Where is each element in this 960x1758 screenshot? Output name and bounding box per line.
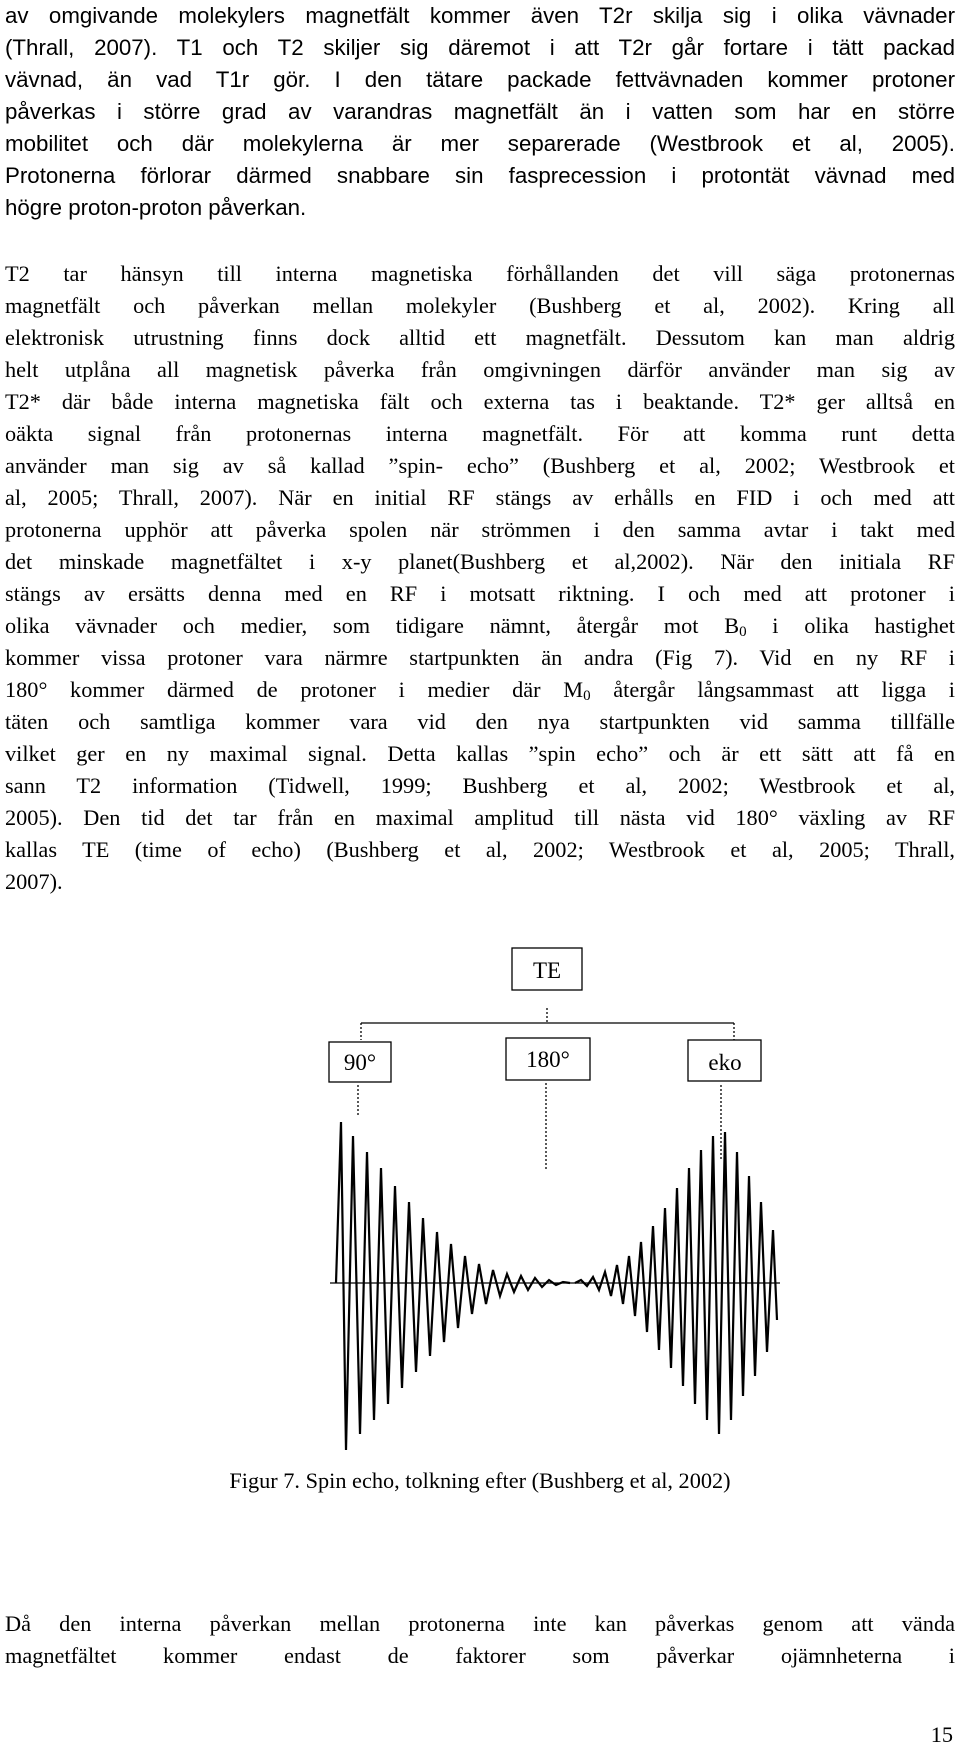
subscript: 0 [583, 688, 591, 704]
one-eighty-label: 180° [526, 1047, 570, 1072]
text-line: helt utplåna all magnetisk påverka från omgivningen därför använder man sig av [5, 357, 955, 382]
text-line: al, 2005; Thrall, 2007). När en initial RF stängs av erhålls en FID i och med att [5, 485, 955, 510]
page-number: 15 [930, 1722, 953, 1747]
text-line: använder man sig av så kallad ”spin- echo” (Bushberg et al, 2002; Westbrook et [5, 453, 955, 478]
text-line: av omgivande molekylers magnetfält kommer även T2r skilja sig i olika vävnader [5, 3, 955, 28]
text-line: elektronisk utrustning finns dock alltid ett magnetfält. Dessutom kan man aldrig [5, 325, 955, 350]
text-line: påverkas i större grad av varandras magnetfält än i vatten som har en större [5, 99, 955, 124]
text-line: protonerna upphör att påverka spolen när strömmen i den samma avtar i takt med [5, 517, 955, 542]
text-segment: i olika hastighet [746, 613, 956, 638]
text-line [5, 674, 955, 706]
paragraph-1 [5, 0, 955, 224]
text-line: vilket ger en ny maximal signal. Detta kallas ”spin echo” och är ett sätt att få en [5, 741, 955, 766]
text-line: stängs av ersätts denna med en RF i motsatt riktning. I och med att protoner i [5, 581, 955, 606]
text-line: högre proton-proton påverkan. [5, 195, 307, 220]
text-line: kommer vissa protoner vara närmre startpunkten än andra (Fig 7). Vid en ny RF i [5, 645, 955, 670]
text-line: Protonerna förlorar därmed snabbare sin fasprecession i protontät vävnad med [5, 163, 955, 188]
paragraph-3 [5, 1608, 955, 1672]
text-line: T2 tar hänsyn till interna magnetiska förhållanden det vill säga protonernas [5, 261, 955, 286]
spin-echo-diagram [0, 940, 960, 1540]
text-line: 2005). Den tid det tar från en maximal amplitud till nästa vid 180° växling av RF [5, 805, 955, 830]
fid-signal [336, 1122, 570, 1450]
echo-label: eko [708, 1050, 742, 1075]
figure-caption: Figur 7. Spin echo, tolkning efter (Bushberg et al, 2002) [229, 1468, 731, 1493]
text-segment: 180° kommer därmed de protoner i medier där M [5, 677, 584, 702]
text-line: täten och samtliga kommer vara vid den nya startpunkten vid samma tillfälle [5, 709, 955, 734]
text-line: 2007). [5, 869, 63, 894]
paragraph-2 [5, 258, 955, 898]
te-label: TE [532, 958, 562, 983]
text-line: mobilitet och där molekylerna är mer separerade (Westbrook et al, 2005). [5, 131, 955, 156]
text-line: oäkta signal från protonernas interna magnetfält. För att komma runt detta [5, 421, 955, 446]
text-line: kallas TE (time of echo) (Bushberg et al, 2002; Westbrook et al, 2005; Thrall, [5, 837, 955, 862]
text-line: sann T2 information (Tidwell, 1999; Bushberg et al, 2002; Westbrook et al, [5, 773, 955, 798]
text-line: (Thrall, 2007). T1 och T2 skiljer sig däremot i att T2r går fortare i tätt packad [5, 35, 955, 60]
subscript: 0 [739, 624, 747, 640]
text-segment: återgår långsammast att ligga i [590, 677, 955, 702]
text-line: magnetfält och påverkan mellan molekyler (Bushberg et al, 2002). Kring all [5, 293, 955, 318]
ninety-label: 90° [343, 1050, 377, 1075]
text-line: T2* där både interna magnetiska fält och externa tas i beaktande. T2* ger alltså en [5, 389, 955, 414]
text-line [5, 610, 955, 642]
text-line: vävnad, än vad T1r gör. I den tätare packade fettvävnaden kommer protoner [5, 67, 955, 92]
text-segment: olika vävnader och medier, som tidigare nämnt, återgår mot B [5, 613, 740, 638]
text-line: Då den interna påverkan mellan protonerna inte kan påverkas genom att vända [5, 1611, 955, 1636]
text-line: magnetfältet kommer endast de faktorer som påverkar ojämnheterna i [5, 1643, 955, 1668]
text-line: det minskade magnetfältet i x-y planet(Bushberg et al,2002). När den initiala RF [5, 549, 955, 574]
